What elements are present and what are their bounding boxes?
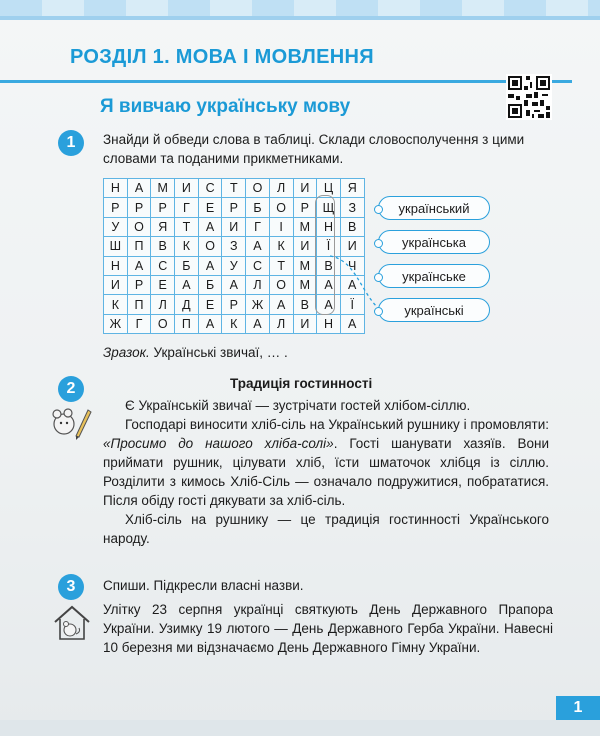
grid-cell[interactable]: А xyxy=(222,275,246,294)
grid-cell[interactable]: С xyxy=(246,256,270,275)
connector-dashed-line xyxy=(300,180,390,320)
grid-cell[interactable]: Е xyxy=(198,295,222,314)
task-3-instruction: Спиши. Підкресли власні назви. xyxy=(103,578,304,593)
grid-cell[interactable]: М xyxy=(293,275,317,294)
grid-cell[interactable]: А xyxy=(198,314,222,333)
grid-cell[interactable]: Г xyxy=(246,217,270,236)
grid-cell[interactable]: А xyxy=(269,295,293,314)
grid-cell[interactable]: Н xyxy=(317,217,341,236)
grid-cell[interactable]: Б xyxy=(175,256,199,275)
chapter-divider xyxy=(0,80,572,83)
story-text xyxy=(103,396,549,548)
grid-cell[interactable]: О xyxy=(127,217,151,236)
grid-cell[interactable]: Б xyxy=(198,275,222,294)
grid-cell[interactable]: И xyxy=(293,179,317,198)
sample-text: Українські звичаї, … . xyxy=(149,345,288,360)
grid-cell[interactable]: В xyxy=(340,217,364,236)
grid-cell[interactable]: Л xyxy=(269,179,293,198)
grid-cell[interactable]: Н xyxy=(104,256,128,275)
grid-cell[interactable]: И xyxy=(293,237,317,256)
grid-cell[interactable]: З xyxy=(222,237,246,256)
grid-cell[interactable]: А xyxy=(175,275,199,294)
grid-cell[interactable]: И xyxy=(175,179,199,198)
task-3-text: Улітку 23 серпня українці святкують День Державного Прапора України. Узимку 19 лютого — День Державного Герба України. Навесні 10 березня ми відзначаємо День Державного Гімну України. xyxy=(103,602,553,655)
grid-cell[interactable]: Р xyxy=(151,198,175,217)
grid-cell[interactable]: Н xyxy=(317,314,341,333)
grid-cell[interactable]: С xyxy=(198,179,222,198)
grid-cell[interactable]: Ї xyxy=(317,237,341,256)
story-paragraph-3: Хліб-сіль на рушнику — це традиція гостинності Українського народу. xyxy=(103,512,549,546)
adjective-option-2[interactable]: українська xyxy=(378,230,490,254)
grid-cell[interactable]: Я xyxy=(151,217,175,236)
grid-cell[interactable]: Ж xyxy=(246,295,270,314)
grid-cell[interactable]: Ч xyxy=(340,256,364,275)
grid-cell[interactable]: Р xyxy=(293,198,317,217)
grid-cell[interactable]: І xyxy=(269,217,293,236)
sample-answer xyxy=(103,345,288,360)
grid-cell[interactable]: У xyxy=(222,256,246,275)
grid-cell[interactable]: Г xyxy=(175,198,199,217)
grid-cell[interactable]: Т xyxy=(175,217,199,236)
story-paragraph-1: Є Українській звичаї — зустрічати гостей хлібом-сіллю. xyxy=(125,398,471,413)
grid-cell[interactable]: Ц xyxy=(317,179,341,198)
adjective-option-4[interactable]: українські xyxy=(378,298,490,322)
adjective-option-1[interactable]: український xyxy=(378,196,490,220)
grid-cell[interactable]: В xyxy=(317,256,341,275)
grid-cell[interactable]: Н xyxy=(104,179,128,198)
grid-cell[interactable]: А xyxy=(127,256,151,275)
grid-cell[interactable]: К xyxy=(104,295,128,314)
task-3-badge: 3 xyxy=(58,574,84,600)
grid-cell[interactable]: Ж xyxy=(104,314,128,333)
grid-cell[interactable]: Р xyxy=(127,198,151,217)
grid-cell[interactable]: Ї xyxy=(340,295,364,314)
top-decorative-strip xyxy=(0,0,600,20)
grid-cell[interactable]: Т xyxy=(222,179,246,198)
grid-cell[interactable]: П xyxy=(127,237,151,256)
grid-cell[interactable]: Р xyxy=(222,295,246,314)
grid-cell[interactable]: В xyxy=(293,295,317,314)
grid-cell[interactable]: Б xyxy=(246,198,270,217)
grid-cell[interactable]: З xyxy=(340,198,364,217)
grid-cell[interactable]: М xyxy=(293,256,317,275)
grid-cell[interactable]: А xyxy=(246,314,270,333)
page-number: 1 xyxy=(556,696,600,720)
story-title: Традиція гостинності xyxy=(230,376,373,391)
grid-cell[interactable]: Р xyxy=(127,275,151,294)
grid-cell[interactable]: В xyxy=(151,237,175,256)
bottom-strip xyxy=(0,720,600,736)
grid-cell[interactable]: Т xyxy=(269,256,293,275)
grid-cell[interactable]: А xyxy=(340,314,364,333)
chapter-title: РОЗДІЛ 1. МОВА І МОВЛЕННЯ xyxy=(70,46,374,68)
sample-label: Зразок. xyxy=(103,345,150,360)
grid-cell[interactable]: Г xyxy=(127,314,151,333)
grid-cell[interactable]: Щ xyxy=(317,198,341,217)
grid-cell[interactable]: К xyxy=(269,237,293,256)
grid-cell[interactable]: Р xyxy=(104,198,128,217)
grid-cell[interactable]: С xyxy=(151,256,175,275)
grid-cell[interactable]: П xyxy=(175,314,199,333)
task-1-badge: 1 xyxy=(58,130,84,156)
grid-cell[interactable]: О xyxy=(269,198,293,217)
grid-cell[interactable]: П xyxy=(127,295,151,314)
grid-cell[interactable]: А xyxy=(317,275,341,294)
grid-cell[interactable]: У xyxy=(104,217,128,236)
grid-cell[interactable]: Л xyxy=(269,314,293,333)
grid-cell[interactable]: М xyxy=(151,179,175,198)
grid-cell[interactable]: И xyxy=(104,275,128,294)
grid-cell[interactable]: Л xyxy=(246,275,270,294)
grid-cell[interactable]: М xyxy=(293,217,317,236)
mouse-with-pencil-icon xyxy=(48,404,92,440)
story-paragraph-2-start: Господарі виносити хліб-сіль на Український рушнику і промовляти: xyxy=(125,417,549,432)
grid-cell[interactable]: Л xyxy=(151,295,175,314)
grid-cell[interactable]: Я xyxy=(340,179,364,198)
grid-cell[interactable]: А xyxy=(246,237,270,256)
grid-cell[interactable]: И xyxy=(340,237,364,256)
qr-code-icon[interactable] xyxy=(506,74,552,120)
grid-cell[interactable]: Ш xyxy=(104,237,128,256)
grid-cell[interactable]: К xyxy=(222,314,246,333)
story-paragraph-2-end: . Гості шанувати хазяїв. Вони приймати рушник, цілувати хліб, їсти шматочок хлібця із сіллю. Розділити з кимось Хліб-Сіль — означало подружитися, побрататися. Після обіду гості дякувати за хліб-сіль. xyxy=(103,436,549,508)
grid-cell[interactable]: Д xyxy=(175,295,199,314)
house-homework-icon xyxy=(52,604,92,642)
grid-cell[interactable]: Е xyxy=(198,198,222,217)
task-1-instruction: Знайди й обведи слова в таблиці. Склади словосполучення з цими словами та поданими прикметниками. xyxy=(103,132,525,166)
adjective-option-3[interactable]: українське xyxy=(378,264,490,288)
grid-cell[interactable]: А xyxy=(317,295,341,314)
grid-cell[interactable]: О xyxy=(151,314,175,333)
grid-cell[interactable]: А xyxy=(198,217,222,236)
grid-cell[interactable]: Р xyxy=(222,198,246,217)
grid-cell[interactable]: Е xyxy=(151,275,175,294)
grid-cell[interactable]: А xyxy=(340,275,364,294)
grid-cell[interactable]: И xyxy=(222,217,246,236)
grid-cell[interactable]: О xyxy=(269,275,293,294)
grid-cell[interactable]: О xyxy=(246,179,270,198)
grid-cell[interactable]: К xyxy=(175,237,199,256)
story-paragraph-2 xyxy=(103,415,549,510)
section-title: Я вивчаю українську мову xyxy=(100,96,351,117)
task-2-badge: 2 xyxy=(58,376,84,402)
story-quote: «Просимо до нашого хліба-солі» xyxy=(103,436,334,451)
grid-cell[interactable]: А xyxy=(127,179,151,198)
grid-cell[interactable]: А xyxy=(198,256,222,275)
grid-cell[interactable]: И xyxy=(293,314,317,333)
grid-cell[interactable]: О xyxy=(198,237,222,256)
